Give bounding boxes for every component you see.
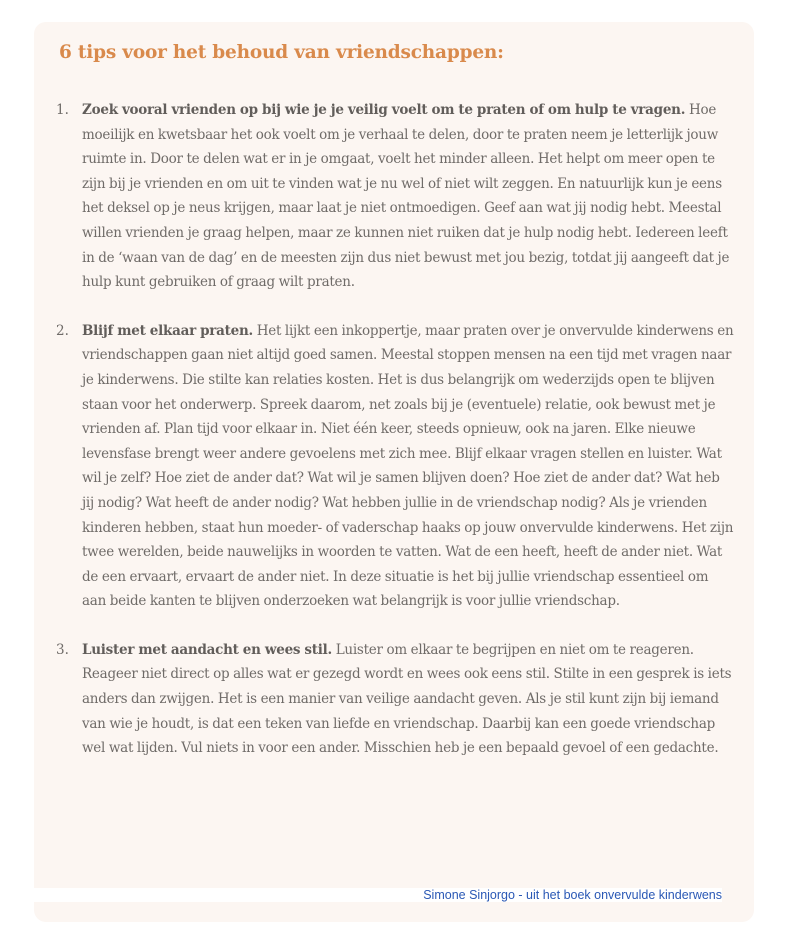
- list-item-text: [82, 638, 734, 761]
- list-item-number: 2.: [56, 322, 69, 339]
- list-item-body: Hoe moeilijk en kwetsbaar het ook voelt om je verhaal te delen, door te praten neem je letterlijk jouw ruimte in. Door te delen wat er in je omgaat, voelt het minder alleen. Het helpt om meer open te zijn bij je vrienden en om uit te vinden wat je nu wel of niet wilt zeggen. En natuurlijk kun je eens het deksel op je neus krijgen, maar laat je niet ontmoedigen. Geef aan wat jij nodig hebt. Meestal willen vrienden je graag helpen, maar ze kunnen niet ruiken dat je hulp nodig hebt. Iedereen leeft in de ‘waan van de dag’ en de meesten zijn dus niet bewust met jou bezig, totdat jij aangeeft dat je hulp kunt gebruiken of graag wilt praten.: [82, 102, 730, 291]
- list-item-text: [82, 98, 734, 295]
- list-item-lead: Blijf met elkaar praten.: [82, 322, 253, 339]
- article-card: [34, 22, 754, 922]
- list-item-number: 1.: [56, 102, 69, 118]
- list-item-lead: Luister met aandacht en wees stil.: [82, 641, 332, 658]
- list-item: [34, 98, 754, 295]
- list-item-text: [82, 319, 734, 614]
- article-title: 6 tips voor het behoud van vriendschappen:: [59, 42, 504, 63]
- source-credit-link[interactable]: Simone Sinjorgo - uit het boek onvervulde kinderwens: [0, 888, 722, 902]
- list-item: [34, 319, 754, 614]
- list-item-lead: Zoek vooral vrienden op bij wie je je veilig voelt om te praten of om hulp te vragen.: [82, 102, 686, 118]
- list-item-number: 3.: [56, 641, 69, 658]
- list-item-body: Het lijkt een inkoppertje, maar praten over je onvervulde kinderwens en vriendschappen gaan niet altijd goed samen. Meestal stoppen mensen na een tijd met vragen naar je kinderwens. Die stilte kan relaties kosten. Het is dus belangrijk om wederzijds open te blijven staan voor het onderwerp. Spreek daarom, net zoals bij je (eventuele) relatie, ook bewust met je vrienden af. Plan tijd voor elkaar in. Niet één keer, steeds opnieuw, ook na jaren. Elke nieuwe levensfase brengt weer andere gevoelens met zich mee. Blijf elkaar vragen stellen en luister. Wat wil je zelf? Hoe ziet de ander dat? Wat wil je samen blijven doen? Hoe ziet de ander dat? Wat heb jij nodig? Wat heeft de ander nodig? Wat hebben jullie in de vriendschap nodig? Als je vrienden kinderen hebben, staat hun moeder- of vaderschap haaks op jouw onvervulde kinderwens. Het zijn twee werelden, beide nauwelijks in woorden te vatten. Wat de een heeft, heeft de ander niet. Wat de een ervaart, ervaart de ander niet. In deze situatie is het bij jullie vriendschap essentieel om aan beide kanten te blijven onderzoeken wat belangrijk is voor jullie vriendschap.: [82, 322, 734, 610]
- list-item: [34, 638, 754, 761]
- tips-list: [34, 98, 754, 785]
- list-item-body: Luister om elkaar te begrijpen en niet om te reageren. Reageer niet direct op alles wat er gezegd wordt en wees ook eens stil. Stilte in een gesprek is iets anders dan zwijgen. Het is een manier van veilige aandacht geven. Als je stil kunt zijn bij iemand van wie je houdt, is dat een teken van liefde en vriendschap. Daarbij kan een goede vriendschap wel wat lijden. Vul niets in voor een ander. Misschien heb je een bepaald gevoel of een gedachte.: [82, 641, 732, 757]
